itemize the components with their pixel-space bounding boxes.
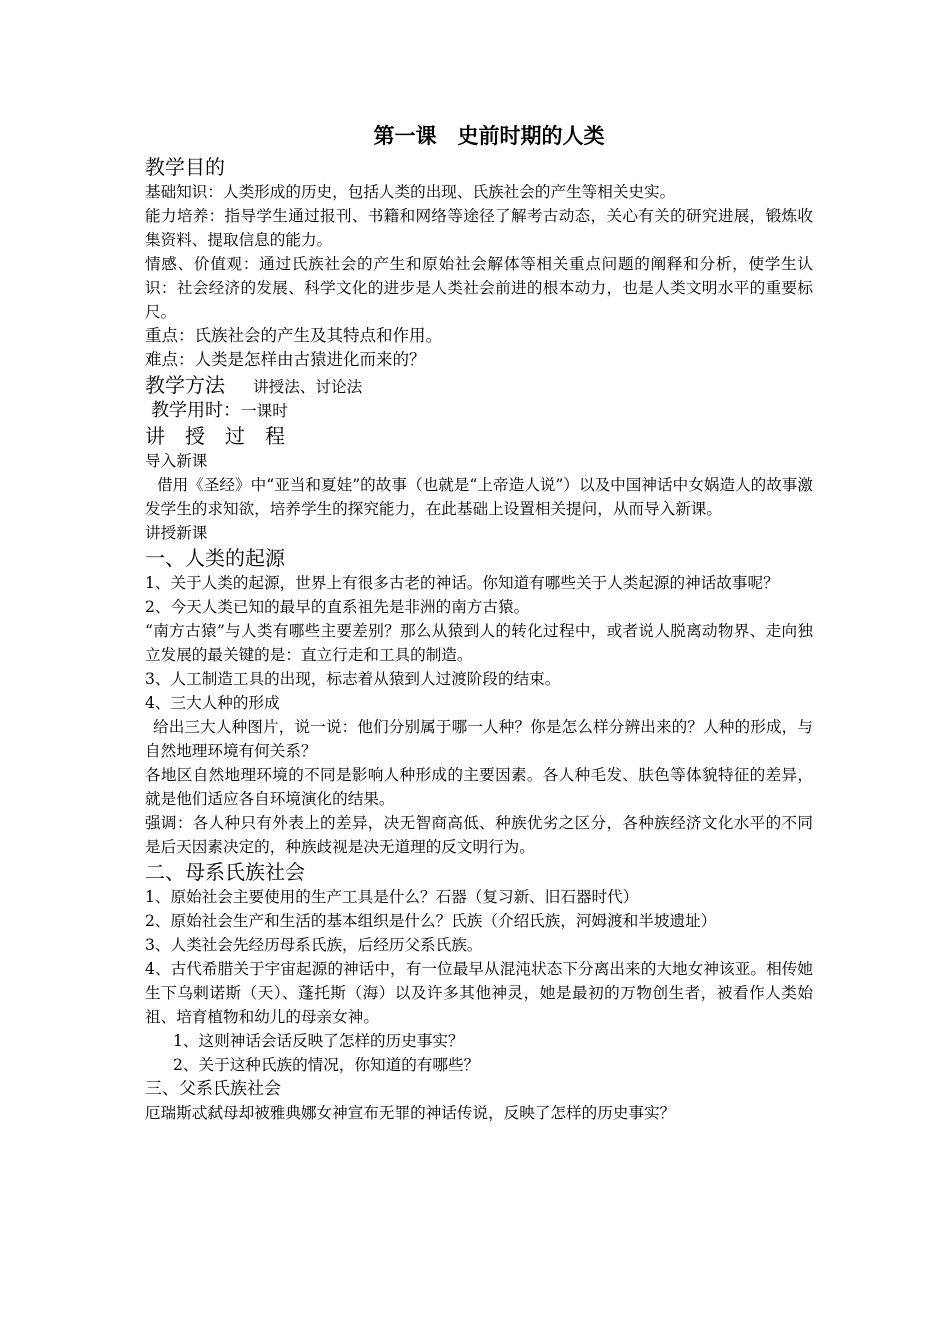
matriarchal-item-2: 2、原始社会生产和生活的基本组织是什么？氏族（介绍氏族，河姆渡和半坡遗址） — [145, 912, 717, 930]
goal-ability: 能力培养：指导学生通过报刊、书籍和网络等途径了解考古动态，关心有关的研究进展，锻炼收集资料、提取信息的能力。 — [145, 207, 813, 249]
key-point: 重点：氏族社会的产生及其特点和作用。 — [145, 326, 442, 345]
matriarchal-item-3: 3、人类社会先经历母系氏族，后经历父系氏族。 — [145, 936, 483, 954]
origin-item-2: 2、今天人类已知的最早的直系祖先是非洲的南方古猿。 — [145, 598, 530, 616]
matriarchal-item-4: 4、古代希腊关于宇宙起源的神话中，有一位最早从混沌状态下分离出来的大地女神该亚。相传她生下乌剌诺斯（天）、蓬托斯（海）以及许多其他神灵，她是最初的万物创生者，被看作人类始祖、培育植物和幼儿的母亲女神。 — [145, 960, 813, 1026]
time-label: 教学用时： — [151, 400, 241, 421]
section-matriarchal-heading: 二、母系氏族社会 — [145, 860, 305, 884]
goal-values: 情感、价值观：通过氏族社会的产生和原始社会解体等相关重点问题的阐释和分析，使学生认识：社会经济的发展、科学文化的进步是人类社会前进的根本动力，也是人类文明水平的重要标尺。 — [145, 255, 813, 321]
origin-item-1: 1、关于人类的起源，世界上有很多古老的神话。你知道有哪些关于人类起源的神话故事呢？ — [145, 574, 779, 592]
origin-item-4: 4、三大人种的形成 — [145, 694, 280, 712]
origin-item-4b: 各地区自然地理环境的不同是影响人种形成的主要因素。各人种毛发、肤色等体貌特征的差异，就是他们适应各自环境演化的结果。 — [145, 766, 813, 808]
time-line — [145, 399, 813, 423]
patriarchal-item-1: 厄瑞斯忒弑母却被雅典娜女神宣布无罪的神话传说，反映了怎样的历史事实？ — [145, 1104, 676, 1122]
time-value: 一课时 — [241, 402, 288, 420]
new-lesson-label: 讲授新课 — [145, 524, 208, 542]
matriarchal-item-1: 1、原始社会主要使用的生产工具是什么？石器（复习新、旧石器时代） — [145, 888, 639, 906]
origin-item-4c: 强调：各人种只有外表上的差异，决无智商高低、种族优劣之区分，各种族经济文化水平的不同是后天因素决定的，种族歧视是决无道理的反文明行为。 — [145, 814, 813, 856]
origin-item-2b: “南方古猿”与人类有哪些主要差别？那么从猿到人的转化过程中，或者说人脱离动物界、走向独立发展的最关键的是：直立行走和工具的制造。 — [145, 622, 813, 664]
document-page — [145, 118, 813, 1125]
origin-item-3: 3、人工制造工具的出现，标志着从猿到人过渡阶段的结束。 — [145, 670, 561, 688]
heading-teaching-process: 讲 授 过 程 — [145, 424, 285, 448]
matriarchal-question-1: 1、这则神话会话反映了怎样的历史事实？ — [173, 1032, 464, 1050]
method-line — [145, 372, 813, 399]
heading-teaching-method: 教学方法 — [145, 373, 225, 397]
matriarchal-question-2: 2、关于这种氏族的情况，你知道的有哪些？ — [173, 1056, 480, 1074]
section-origin-heading: 一、人类的起源 — [145, 546, 285, 570]
method-value: 讲授法、讨论法 — [253, 378, 363, 396]
difficult-point: 难点：人类是怎样由古猿进化而来的？ — [145, 350, 426, 369]
section-patriarchal-heading: 三、父系氏族社会 — [145, 1079, 281, 1099]
intro-label: 导入新课 — [145, 452, 208, 470]
lesson-title: 第一课 史前时期的人类 — [373, 123, 605, 148]
goal-knowledge: 基础知识：人类形成的历史，包括人类的出现、氏族社会的产生等相关史实。 — [145, 183, 676, 201]
intro-text: 借用《圣经》中“亚当和夏娃”的故事（也就是“上帝造人说”）以及中国神话中女娲造人的故事激发学生的求知欲，培养学生的探究能力，在此基础上设置相关提问，从而导入新课。 — [145, 476, 813, 518]
heading-teaching-goal: 教学目的 — [145, 155, 225, 179]
origin-item-4a: 给出三大人种图片，说一说：他们分别属于哪一人种？你是怎么样分辨出来的？人种的形成，与自然地理环境有何关系？ — [145, 718, 813, 760]
